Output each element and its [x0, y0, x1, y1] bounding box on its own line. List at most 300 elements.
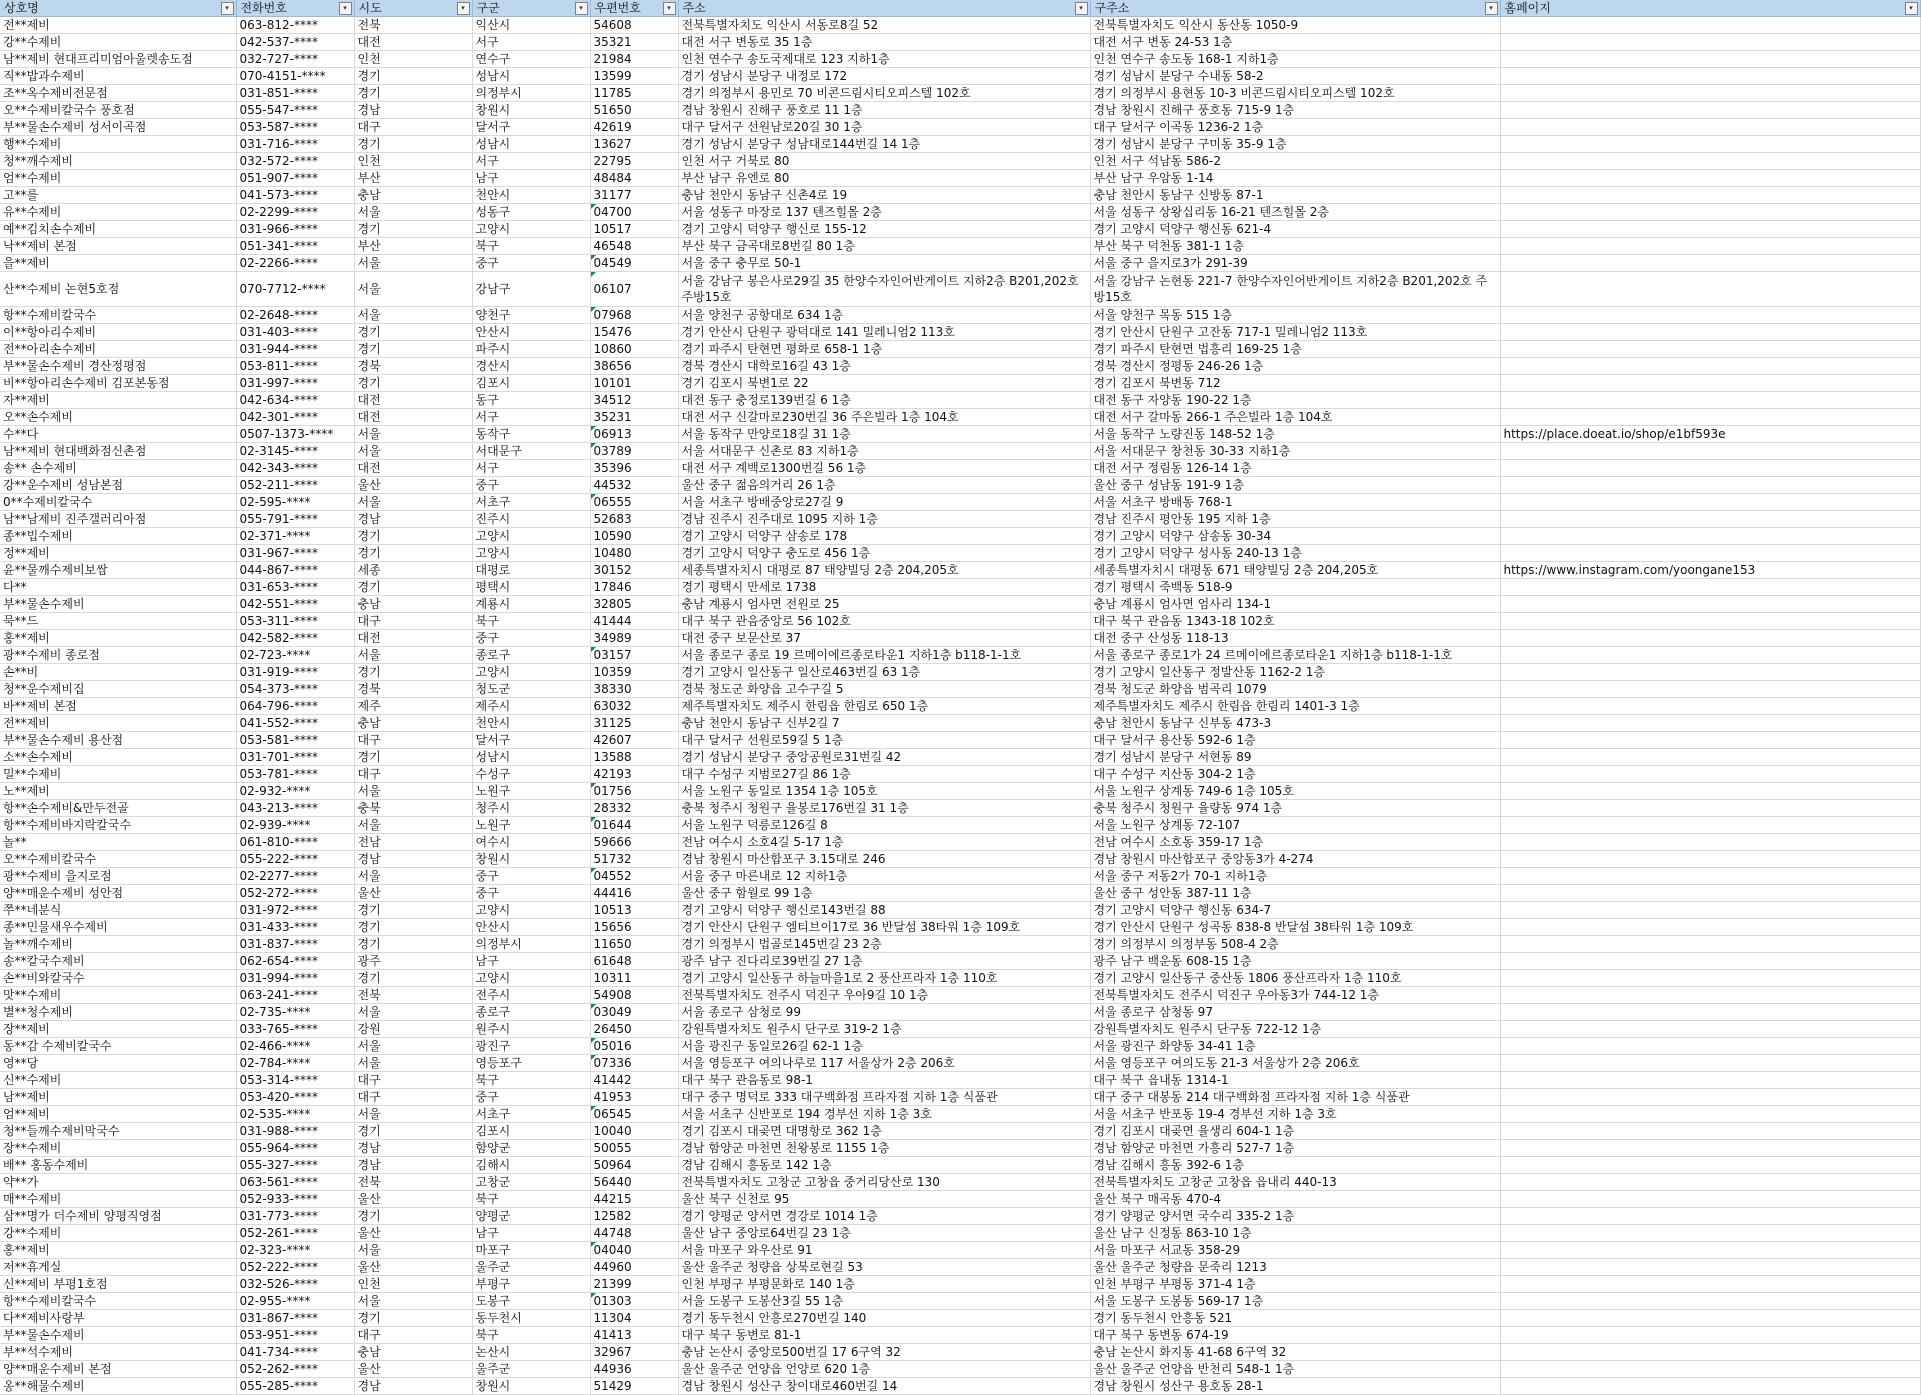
cell-address[interactable]: 서울 동작구 만양로18길 31 1층 [678, 426, 1090, 443]
cell-store-name[interactable]: 자**제비 [0, 392, 236, 409]
cell-homepage[interactable] [1500, 902, 1920, 919]
cell-postal-code[interactable]: 06545 [590, 1106, 678, 1123]
cell-postal-code[interactable]: 31125 [590, 715, 678, 732]
cell-address[interactable]: 대구 수성구 지범로27길 86 1층 [678, 766, 1090, 783]
cell-address[interactable]: 대구 북구 관음중앙로 56 102호 [678, 613, 1090, 630]
cell-phone[interactable]: 053-311-**** [236, 613, 354, 630]
cell-district[interactable]: 청주시 [472, 800, 590, 817]
cell-address[interactable]: 광주 남구 진다리로39번길 27 1층 [678, 953, 1090, 970]
cell-postal-code[interactable]: 38656 [590, 358, 678, 375]
cell-homepage[interactable] [1500, 324, 1920, 341]
cell-old-address[interactable]: 경기 고양시 일산동구 중산동 1806 풍산프라자 1층 110호 [1090, 970, 1500, 987]
cell-store-name[interactable]: 소**손수제비 [0, 749, 236, 766]
cell-store-name[interactable]: 동**감 수제비칼국수 [0, 1038, 236, 1055]
cell-old-address[interactable]: 대구 달서구 이곡동 1236-2 1층 [1090, 119, 1500, 136]
cell-old-address[interactable]: 서울 마포구 서교동 358-29 [1090, 1242, 1500, 1259]
cell-old-address[interactable]: 부산 남구 우암동 1-14 [1090, 170, 1500, 187]
cell-old-address[interactable]: 전북특별자치도 고창군 고창읍 읍내리 440-13 [1090, 1174, 1500, 1191]
cell-phone[interactable]: 031-837-**** [236, 936, 354, 953]
cell-province[interactable]: 전북 [354, 17, 472, 34]
cell-postal-code[interactable]: 54908 [590, 987, 678, 1004]
cell-homepage[interactable] [1500, 664, 1920, 681]
cell-province[interactable]: 충남 [354, 715, 472, 732]
cell-address[interactable]: 대구 달서구 선원로59길 5 1층 [678, 732, 1090, 749]
cell-postal-code[interactable]: 51429 [590, 1378, 678, 1395]
cell-homepage[interactable] [1500, 102, 1920, 119]
cell-district[interactable]: 창원시 [472, 102, 590, 119]
cell-old-address[interactable]: 경남 진주시 평안동 195 지하 1층 [1090, 511, 1500, 528]
cell-postal-code[interactable]: 06913 [590, 426, 678, 443]
cell-homepage[interactable] [1500, 255, 1920, 272]
cell-address[interactable]: 충남 천안시 동남구 신촌4로 19 [678, 187, 1090, 204]
cell-district[interactable]: 남구 [472, 170, 590, 187]
cell-store-name[interactable]: 맛**수제비 [0, 987, 236, 1004]
cell-postal-code[interactable]: 51650 [590, 102, 678, 119]
cell-province[interactable]: 대구 [354, 1327, 472, 1344]
cell-address[interactable]: 경기 의정부시 법골로145번길 23 2층 [678, 936, 1090, 953]
cell-phone[interactable]: 061-810-**** [236, 834, 354, 851]
cell-province[interactable]: 서울 [354, 272, 472, 307]
cell-homepage[interactable] [1500, 1174, 1920, 1191]
cell-phone[interactable]: 070-4151-**** [236, 68, 354, 85]
cell-homepage[interactable] [1500, 1021, 1920, 1038]
cell-postal-code[interactable]: 03157 [590, 647, 678, 664]
cell-homepage[interactable] [1500, 1344, 1920, 1361]
cell-postal-code[interactable]: 17846 [590, 579, 678, 596]
cell-store-name[interactable]: 남**남제비 진주갤러리아점 [0, 511, 236, 528]
cell-store-name[interactable]: 장**제비 [0, 1021, 236, 1038]
cell-district[interactable]: 진주시 [472, 511, 590, 528]
cell-old-address[interactable]: 전북특별자치도 익산시 동산동 1050-9 [1090, 17, 1500, 34]
cell-store-name[interactable]: 전**아리손수제비 [0, 341, 236, 358]
cell-phone[interactable]: 042-301-**** [236, 409, 354, 426]
cell-address[interactable]: 대전 동구 충정로139번길 6 1층 [678, 392, 1090, 409]
cell-address[interactable]: 울산 중구 함월로 99 1층 [678, 885, 1090, 902]
cell-old-address[interactable]: 세종특별자치시 대평동 671 태양빌딩 2층 204,205호 [1090, 562, 1500, 579]
cell-district[interactable]: 동두천시 [472, 1310, 590, 1327]
cell-phone[interactable]: 052-261-**** [236, 1225, 354, 1242]
cell-district[interactable]: 남구 [472, 1225, 590, 1242]
cell-homepage[interactable] [1500, 1089, 1920, 1106]
cell-homepage[interactable] [1500, 545, 1920, 562]
cell-district[interactable]: 울주군 [472, 1259, 590, 1276]
cell-old-address[interactable]: 대전 동구 자양동 190-22 1층 [1090, 392, 1500, 409]
cell-old-address[interactable]: 경기 의정부시 용현동 10-3 비콘드림시티오피스텔 102호 [1090, 85, 1500, 102]
cell-phone[interactable]: 031-701-**** [236, 749, 354, 766]
cell-homepage[interactable] [1500, 766, 1920, 783]
cell-homepage[interactable] [1500, 375, 1920, 392]
cell-postal-code[interactable]: 46548 [590, 238, 678, 255]
cell-old-address[interactable]: 서울 영등포구 여의도동 21-3 서울상가 2층 206호 [1090, 1055, 1500, 1072]
cell-postal-code[interactable]: 54608 [590, 17, 678, 34]
cell-postal-code[interactable]: 44936 [590, 1361, 678, 1378]
filter-dropdown-icon[interactable]: ▾ [339, 2, 352, 15]
cell-province[interactable]: 경기 [354, 919, 472, 936]
cell-district[interactable]: 김해시 [472, 1157, 590, 1174]
cell-address[interactable]: 울산 울주군 청량읍 상북로현길 53 [678, 1259, 1090, 1276]
cell-store-name[interactable]: 정**제비 [0, 545, 236, 562]
cell-phone[interactable]: 031-944-**** [236, 341, 354, 358]
cell-province[interactable]: 경남 [354, 511, 472, 528]
cell-postal-code[interactable]: 42607 [590, 732, 678, 749]
cell-store-name[interactable]: 부**물손수제비 [0, 1327, 236, 1344]
cell-postal-code[interactable]: 12582 [590, 1208, 678, 1225]
cell-address[interactable]: 경남 함양군 마천면 천왕봉로 1155 1층 [678, 1140, 1090, 1157]
cell-postal-code[interactable]: 22795 [590, 153, 678, 170]
cell-province[interactable]: 경기 [354, 221, 472, 238]
cell-phone[interactable]: 031-967-**** [236, 545, 354, 562]
cell-phone[interactable]: 052-933-**** [236, 1191, 354, 1208]
cell-province[interactable]: 경남 [354, 1157, 472, 1174]
cell-phone[interactable]: 053-420-**** [236, 1089, 354, 1106]
cell-address[interactable]: 경기 고양시 덕양구 행신로143번길 88 [678, 902, 1090, 919]
cell-phone[interactable]: 055-547-**** [236, 102, 354, 119]
cell-province[interactable]: 경기 [354, 664, 472, 681]
cell-homepage[interactable] [1500, 1293, 1920, 1310]
cell-postal-code[interactable]: 34512 [590, 392, 678, 409]
cell-province[interactable]: 경기 [354, 936, 472, 953]
cell-homepage[interactable] [1500, 749, 1920, 766]
cell-postal-code[interactable]: 42619 [590, 119, 678, 136]
cell-phone[interactable]: 02-932-**** [236, 783, 354, 800]
cell-province[interactable]: 울산 [354, 885, 472, 902]
cell-homepage[interactable] [1500, 681, 1920, 698]
cell-district[interactable]: 전주시 [472, 987, 590, 1004]
cell-old-address[interactable]: 충남 논산시 화지동 41-68 6구역 32 [1090, 1344, 1500, 1361]
cell-homepage[interactable] [1500, 1123, 1920, 1140]
filter-dropdown-icon[interactable]: ▾ [1075, 2, 1088, 15]
cell-old-address[interactable]: 서울 서초구 반포동 19-4 경부선 지하 1층 3호 [1090, 1106, 1500, 1123]
cell-phone[interactable]: 052-222-**** [236, 1259, 354, 1276]
cell-old-address[interactable]: 광주 남구 백운동 608-15 1층 [1090, 953, 1500, 970]
cell-phone[interactable]: 053-811-**** [236, 358, 354, 375]
cell-postal-code[interactable]: 10513 [590, 902, 678, 919]
cell-phone[interactable]: 042-343-**** [236, 460, 354, 477]
cell-homepage[interactable] [1500, 613, 1920, 630]
cell-postal-code[interactable]: 51732 [590, 851, 678, 868]
cell-district[interactable]: 고양시 [472, 664, 590, 681]
cell-phone[interactable]: 042-634-**** [236, 392, 354, 409]
cell-store-name[interactable]: 엄**수제비 [0, 170, 236, 187]
cell-homepage[interactable] [1500, 868, 1920, 885]
cell-province[interactable]: 경남 [354, 851, 472, 868]
cell-address[interactable]: 경기 파주시 탄현면 평화로 658-1 1층 [678, 341, 1090, 358]
cell-store-name[interactable]: 부**석수제비 [0, 1344, 236, 1361]
cell-district[interactable]: 제주시 [472, 698, 590, 715]
cell-phone[interactable]: 031-433-**** [236, 919, 354, 936]
cell-province[interactable]: 서울 [354, 1038, 472, 1055]
cell-store-name[interactable]: 강**수제비 [0, 1225, 236, 1242]
cell-address[interactable]: 경기 동두천시 안흥로270번길 140 [678, 1310, 1090, 1327]
cell-address[interactable]: 전북특별자치도 전주시 덕진구 우아9길 10 1층 [678, 987, 1090, 1004]
cell-address[interactable]: 인천 연수구 송도국제대로 123 지하1층 [678, 51, 1090, 68]
cell-postal-code[interactable]: 41444 [590, 613, 678, 630]
cell-address[interactable]: 울산 남구 중앙로64번길 23 1층 [678, 1225, 1090, 1242]
cell-phone[interactable]: 055-285-**** [236, 1378, 354, 1395]
cell-phone[interactable]: 031-966-**** [236, 221, 354, 238]
cell-district[interactable]: 논산시 [472, 1344, 590, 1361]
cell-store-name[interactable]: 산**수제비 논현5호점 [0, 272, 236, 307]
cell-homepage[interactable] [1500, 1106, 1920, 1123]
cell-address[interactable]: 강원특별자치도 원주시 단구로 319-2 1층 [678, 1021, 1090, 1038]
cell-store-name[interactable]: 홍**제비 [0, 1242, 236, 1259]
cell-phone[interactable]: 031-716-**** [236, 136, 354, 153]
cell-homepage[interactable] [1500, 783, 1920, 800]
cell-district[interactable]: 중구 [472, 868, 590, 885]
cell-phone[interactable]: 041-552-**** [236, 715, 354, 732]
cell-old-address[interactable]: 충북 청주시 청원구 율량동 974 1층 [1090, 800, 1500, 817]
cell-phone[interactable]: 032-572-**** [236, 153, 354, 170]
cell-store-name[interactable]: 송** 손수제비 [0, 460, 236, 477]
cell-postal-code[interactable]: 15476 [590, 324, 678, 341]
cell-old-address[interactable]: 경기 고양시 덕양구 성사동 240-13 1층 [1090, 545, 1500, 562]
cell-old-address[interactable]: 대구 북구 읍내동 1314-1 [1090, 1072, 1500, 1089]
cell-address[interactable]: 부산 북구 금곡대로8번길 80 1층 [678, 238, 1090, 255]
cell-homepage[interactable] [1500, 800, 1920, 817]
cell-postal-code[interactable]: 52683 [590, 511, 678, 528]
cell-phone[interactable]: 043-213-**** [236, 800, 354, 817]
cell-store-name[interactable]: 노**제비 [0, 783, 236, 800]
cell-homepage[interactable] [1500, 187, 1920, 204]
cell-old-address[interactable]: 경기 평택시 죽백동 518-9 [1090, 579, 1500, 596]
cell-district[interactable]: 중구 [472, 630, 590, 647]
cell-phone[interactable]: 052-272-**** [236, 885, 354, 902]
cell-postal-code[interactable]: 44532 [590, 477, 678, 494]
cell-homepage[interactable]: https://www.instagram.com/yoongane153 [1500, 562, 1920, 579]
column-header-old-address[interactable] [1090, 0, 1500, 17]
cell-address[interactable]: 서울 도봉구 도봉산3길 55 1층 [678, 1293, 1090, 1310]
cell-old-address[interactable]: 대구 달서구 용산동 592-6 1층 [1090, 732, 1500, 749]
cell-old-address[interactable]: 경북 경산시 정평동 246-26 1층 [1090, 358, 1500, 375]
cell-province[interactable]: 경기 [354, 749, 472, 766]
cell-homepage[interactable] [1500, 51, 1920, 68]
cell-postal-code[interactable]: 10040 [590, 1123, 678, 1140]
cell-old-address[interactable]: 서울 광진구 화양동 34-41 1층 [1090, 1038, 1500, 1055]
cell-province[interactable]: 경기 [354, 68, 472, 85]
cell-postal-code[interactable]: 50964 [590, 1157, 678, 1174]
cell-store-name[interactable]: 항**수제비칼국수 [0, 307, 236, 324]
cell-postal-code[interactable]: 61648 [590, 953, 678, 970]
cell-district[interactable]: 안산시 [472, 324, 590, 341]
cell-store-name[interactable]: 부**물손수제비 용산점 [0, 732, 236, 749]
cell-old-address[interactable]: 경남 창원시 성산구 용호동 28-1 [1090, 1378, 1500, 1395]
cell-store-name[interactable]: 항**수제비칼국수 [0, 1293, 236, 1310]
cell-phone[interactable]: 055-327-**** [236, 1157, 354, 1174]
cell-district[interactable]: 연수구 [472, 51, 590, 68]
cell-phone[interactable]: 041-734-**** [236, 1344, 354, 1361]
cell-homepage[interactable] [1500, 596, 1920, 613]
cell-province[interactable]: 경기 [354, 324, 472, 341]
cell-phone[interactable]: 053-951-**** [236, 1327, 354, 1344]
cell-phone[interactable]: 053-781-**** [236, 766, 354, 783]
cell-store-name[interactable]: 강**운수제비 성남본점 [0, 477, 236, 494]
cell-store-name[interactable]: 종**빕수제비 [0, 528, 236, 545]
cell-province[interactable]: 대전 [354, 460, 472, 477]
cell-address[interactable]: 세종특별자치시 대평로 87 태양빌딩 2층 204,205호 [678, 562, 1090, 579]
cell-store-name[interactable]: 오**수제비칼국수 [0, 851, 236, 868]
cell-phone[interactable]: 044-867-**** [236, 562, 354, 579]
cell-district[interactable]: 김포시 [472, 1123, 590, 1140]
cell-province[interactable]: 대구 [354, 732, 472, 749]
filter-dropdown-icon[interactable]: ▾ [575, 2, 588, 15]
cell-postal-code[interactable]: 10480 [590, 545, 678, 562]
cell-address[interactable]: 제주특별자치도 제주시 한림읍 한림로 650 1층 [678, 698, 1090, 715]
cell-store-name[interactable]: 약**가 [0, 1174, 236, 1191]
cell-old-address[interactable]: 전남 여수시 소호동 359-17 1층 [1090, 834, 1500, 851]
cell-postal-code[interactable]: 35321 [590, 34, 678, 51]
cell-province[interactable]: 경기 [354, 970, 472, 987]
cell-old-address[interactable]: 서울 중구 을지로3가 291-39 [1090, 255, 1500, 272]
cell-postal-code[interactable]: 32967 [590, 1344, 678, 1361]
cell-postal-code[interactable]: 28332 [590, 800, 678, 817]
cell-province[interactable]: 서울 [354, 494, 472, 511]
cell-old-address[interactable]: 대전 서구 정림동 126-14 1층 [1090, 460, 1500, 477]
cell-address[interactable]: 서울 마포구 와우산로 91 [678, 1242, 1090, 1259]
cell-district[interactable]: 노원구 [472, 783, 590, 800]
cell-old-address[interactable]: 서울 중구 저동2가 70-1 지하1층 [1090, 868, 1500, 885]
cell-store-name[interactable]: 오**손수제비 [0, 409, 236, 426]
cell-store-name[interactable]: 손**비와칼국수 [0, 970, 236, 987]
cell-phone[interactable]: 02-2648-**** [236, 307, 354, 324]
cell-district[interactable]: 북구 [472, 1191, 590, 1208]
cell-address[interactable]: 경기 김포시 대곶면 대명항로 362 1층 [678, 1123, 1090, 1140]
cell-store-name[interactable]: 홍**제비 [0, 630, 236, 647]
cell-store-name[interactable]: 청**깨수제비 [0, 153, 236, 170]
cell-province[interactable]: 서울 [354, 1242, 472, 1259]
cell-province[interactable]: 서울 [354, 255, 472, 272]
cell-address[interactable]: 경기 양평군 양서면 경강로 1014 1층 [678, 1208, 1090, 1225]
cell-homepage[interactable] [1500, 1259, 1920, 1276]
cell-postal-code[interactable]: 10359 [590, 664, 678, 681]
cell-store-name[interactable]: 신**수제비 [0, 1072, 236, 1089]
cell-store-name[interactable]: 다** [0, 579, 236, 596]
cell-homepage[interactable] [1500, 238, 1920, 255]
cell-store-name[interactable]: 남**제비 현대백화점신촌점 [0, 443, 236, 460]
cell-old-address[interactable]: 경남 창원시 마산합포구 중앙동3가 4-274 [1090, 851, 1500, 868]
cell-district[interactable]: 원주시 [472, 1021, 590, 1038]
cell-postal-code[interactable]: 04549 [590, 255, 678, 272]
cell-homepage[interactable] [1500, 17, 1920, 34]
cell-phone[interactable]: 033-765-**** [236, 1021, 354, 1038]
cell-postal-code[interactable]: 38330 [590, 681, 678, 698]
cell-province[interactable]: 대전 [354, 630, 472, 647]
cell-homepage[interactable] [1500, 528, 1920, 545]
cell-postal-code[interactable]: 63032 [590, 698, 678, 715]
cell-postal-code[interactable]: 13627 [590, 136, 678, 153]
cell-district[interactable]: 북구 [472, 1327, 590, 1344]
filter-dropdown-icon[interactable]: ▾ [457, 2, 470, 15]
cell-phone[interactable]: 02-784-**** [236, 1055, 354, 1072]
cell-district[interactable]: 서구 [472, 153, 590, 170]
cell-address[interactable]: 대전 중구 보문산로 37 [678, 630, 1090, 647]
column-header-phone[interactable] [236, 0, 354, 17]
cell-old-address[interactable]: 서울 서대문구 창천동 30-33 지하1층 [1090, 443, 1500, 460]
cell-homepage[interactable] [1500, 1157, 1920, 1174]
cell-province[interactable]: 경기 [354, 375, 472, 392]
cell-phone[interactable]: 031-994-**** [236, 970, 354, 987]
cell-district[interactable]: 중구 [472, 885, 590, 902]
cell-province[interactable]: 충남 [354, 1344, 472, 1361]
cell-postal-code[interactable]: 30152 [590, 562, 678, 579]
cell-homepage[interactable] [1500, 392, 1920, 409]
cell-province[interactable]: 울산 [354, 1225, 472, 1242]
cell-province[interactable]: 울산 [354, 1361, 472, 1378]
cell-phone[interactable]: 063-241-**** [236, 987, 354, 1004]
cell-old-address[interactable]: 인천 서구 석남동 586-2 [1090, 153, 1500, 170]
cell-province[interactable]: 대전 [354, 409, 472, 426]
cell-phone[interactable]: 062-654-**** [236, 953, 354, 970]
cell-province[interactable]: 세종 [354, 562, 472, 579]
cell-postal-code[interactable]: 44215 [590, 1191, 678, 1208]
cell-postal-code[interactable]: 10311 [590, 970, 678, 987]
cell-old-address[interactable]: 서울 종로구 종로1가 24 르메이에르종로타운1 지하1층 b118-1-1호 [1090, 647, 1500, 664]
cell-address[interactable]: 전북특별자치도 고창군 고창읍 중거리당산로 130 [678, 1174, 1090, 1191]
cell-homepage[interactable]: https://place.doeat.io/shop/e1bf593e [1500, 426, 1920, 443]
cell-postal-code[interactable]: 07968 [590, 307, 678, 324]
cell-district[interactable]: 도봉구 [472, 1293, 590, 1310]
cell-postal-code[interactable]: 05016 [590, 1038, 678, 1055]
cell-postal-code[interactable]: 07336 [590, 1055, 678, 1072]
cell-district[interactable]: 고양시 [472, 970, 590, 987]
cell-province[interactable]: 대구 [354, 119, 472, 136]
cell-district[interactable]: 서초구 [472, 1106, 590, 1123]
cell-homepage[interactable] [1500, 1072, 1920, 1089]
cell-homepage[interactable] [1500, 1038, 1920, 1055]
cell-store-name[interactable]: 유**수제비 [0, 204, 236, 221]
cell-old-address[interactable]: 경기 성남시 분당구 구미동 35-9 1층 [1090, 136, 1500, 153]
cell-old-address[interactable]: 서울 서초구 방배동 768-1 [1090, 494, 1500, 511]
cell-district[interactable]: 함양군 [472, 1140, 590, 1157]
cell-homepage[interactable] [1500, 1004, 1920, 1021]
cell-phone[interactable]: 031-773-**** [236, 1208, 354, 1225]
filter-dropdown-icon[interactable]: ▾ [221, 2, 234, 15]
cell-homepage[interactable] [1500, 732, 1920, 749]
cell-homepage[interactable] [1500, 579, 1920, 596]
cell-homepage[interactable] [1500, 936, 1920, 953]
column-header-homepage[interactable] [1500, 0, 1920, 17]
cell-homepage[interactable] [1500, 817, 1920, 834]
cell-old-address[interactable]: 경기 의정부시 의정부동 508-4 2층 [1090, 936, 1500, 953]
filter-dropdown-icon[interactable]: ▾ [1485, 2, 1498, 15]
cell-homepage[interactable] [1500, 851, 1920, 868]
cell-district[interactable]: 북구 [472, 1072, 590, 1089]
cell-district[interactable]: 달서구 [472, 732, 590, 749]
cell-province[interactable]: 경남 [354, 1378, 472, 1395]
cell-address[interactable]: 경남 김해시 흥동로 142 1층 [678, 1157, 1090, 1174]
cell-address[interactable]: 대전 서구 계백로1300번길 56 1층 [678, 460, 1090, 477]
cell-homepage[interactable] [1500, 1361, 1920, 1378]
cell-postal-code[interactable]: 44960 [590, 1259, 678, 1276]
cell-province[interactable]: 전북 [354, 1174, 472, 1191]
cell-address[interactable]: 경기 고양시 덕양구 삼송로 178 [678, 528, 1090, 545]
cell-homepage[interactable] [1500, 358, 1920, 375]
cell-store-name[interactable]: 삼**명가 더수제비 양평직영점 [0, 1208, 236, 1225]
cell-store-name[interactable]: 고**를 [0, 187, 236, 204]
cell-phone[interactable]: 02-466-**** [236, 1038, 354, 1055]
cell-district[interactable]: 의정부시 [472, 936, 590, 953]
cell-old-address[interactable]: 울산 중구 성안동 387-11 1층 [1090, 885, 1500, 902]
cell-district[interactable]: 성남시 [472, 749, 590, 766]
cell-phone[interactable]: 053-587-**** [236, 119, 354, 136]
cell-district[interactable]: 영등포구 [472, 1055, 590, 1072]
cell-address[interactable]: 서울 서대문구 신촌로 83 지하1층 [678, 443, 1090, 460]
cell-phone[interactable]: 02-595-**** [236, 494, 354, 511]
cell-address[interactable]: 대구 북구 관음동로 98-1 [678, 1072, 1090, 1089]
cell-phone[interactable]: 032-727-**** [236, 51, 354, 68]
cell-old-address[interactable]: 서울 종로구 삼청동 97 [1090, 1004, 1500, 1021]
cell-store-name[interactable]: 저**휴게실 [0, 1259, 236, 1276]
cell-address[interactable]: 울산 북구 신천로 95 [678, 1191, 1090, 1208]
